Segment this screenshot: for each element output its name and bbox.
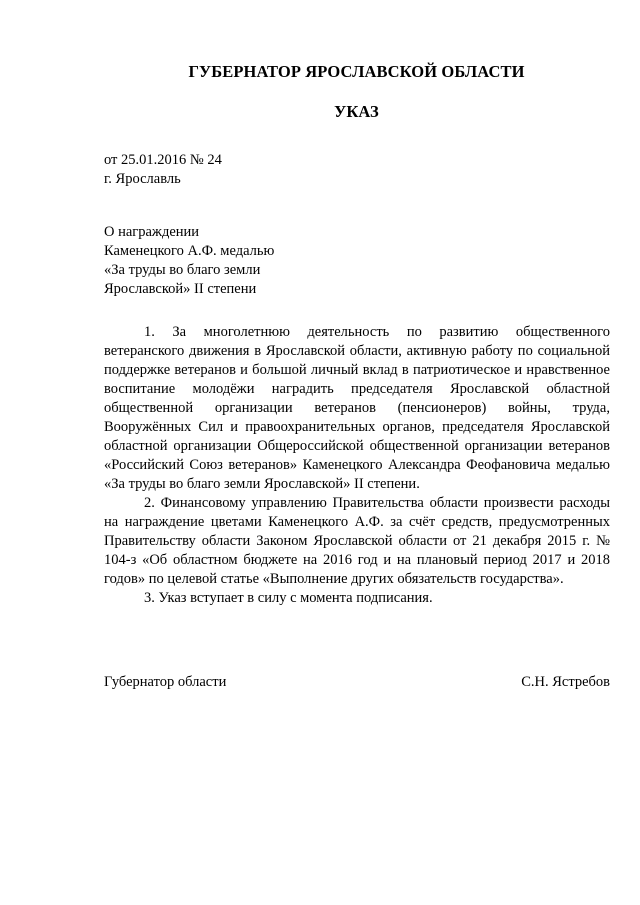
subject-line: О награждении [104,224,200,240]
paragraph-2: 2. Финансовому управлению Правительства области произвести расходы на награждение цветами Каменецкого А.Ф. за счёт средств, предусмотренных Правительству области Законом Ярославской области от 21 декабря 2015 г. № 104-з «Об областном бюджете на 2016 год и на плановый период 2017 и 2018 годов» по целевой статье «Выполнение других обязательств государства». [104,495,610,587]
date-number: от 25.01.2016 № 24 [104,152,222,168]
city: г. Ярославль [104,171,181,187]
document-meta [104,151,404,189]
document-subject [104,223,404,299]
subject-line: Каменецкого А.Ф. медалью [104,243,275,259]
document-body [104,323,610,608]
document-type: УКАЗ [334,102,379,121]
signature-title: Губернатор области [104,674,227,690]
subject-line: «За труды во благо земли [104,262,261,278]
document-authority: ГУБЕРНАТОР ЯРОСЛАВСКОЙ ОБЛАСТИ [188,62,525,81]
signature-name: С.Н. Ястребов [521,674,610,690]
paragraph-3: 3. Указ вступает в силу с момента подписания. [144,590,433,606]
paragraph-1: 1. За многолетнюю деятельность по развитию общественного ветеранского движения в Ярославской области, активную работу по социальной поддержке ветеранов и большой личный вклад в патриотическое и нравственное воспитание молодёжи наградить председателя Ярославской областной общественной организации ветеранов (пенсионеров) войны, труда, Вооружённых Сил и правоохранительных органов, председателя Ярославской областной организации Общероссийской общественной организации ветеранов «Российский Союз ветеранов» Каменецкого Александра Феофановича медалью «За труды во благо земли Ярославской» II степени. [104,324,610,492]
subject-line: Ярославской» II степени [104,281,257,297]
